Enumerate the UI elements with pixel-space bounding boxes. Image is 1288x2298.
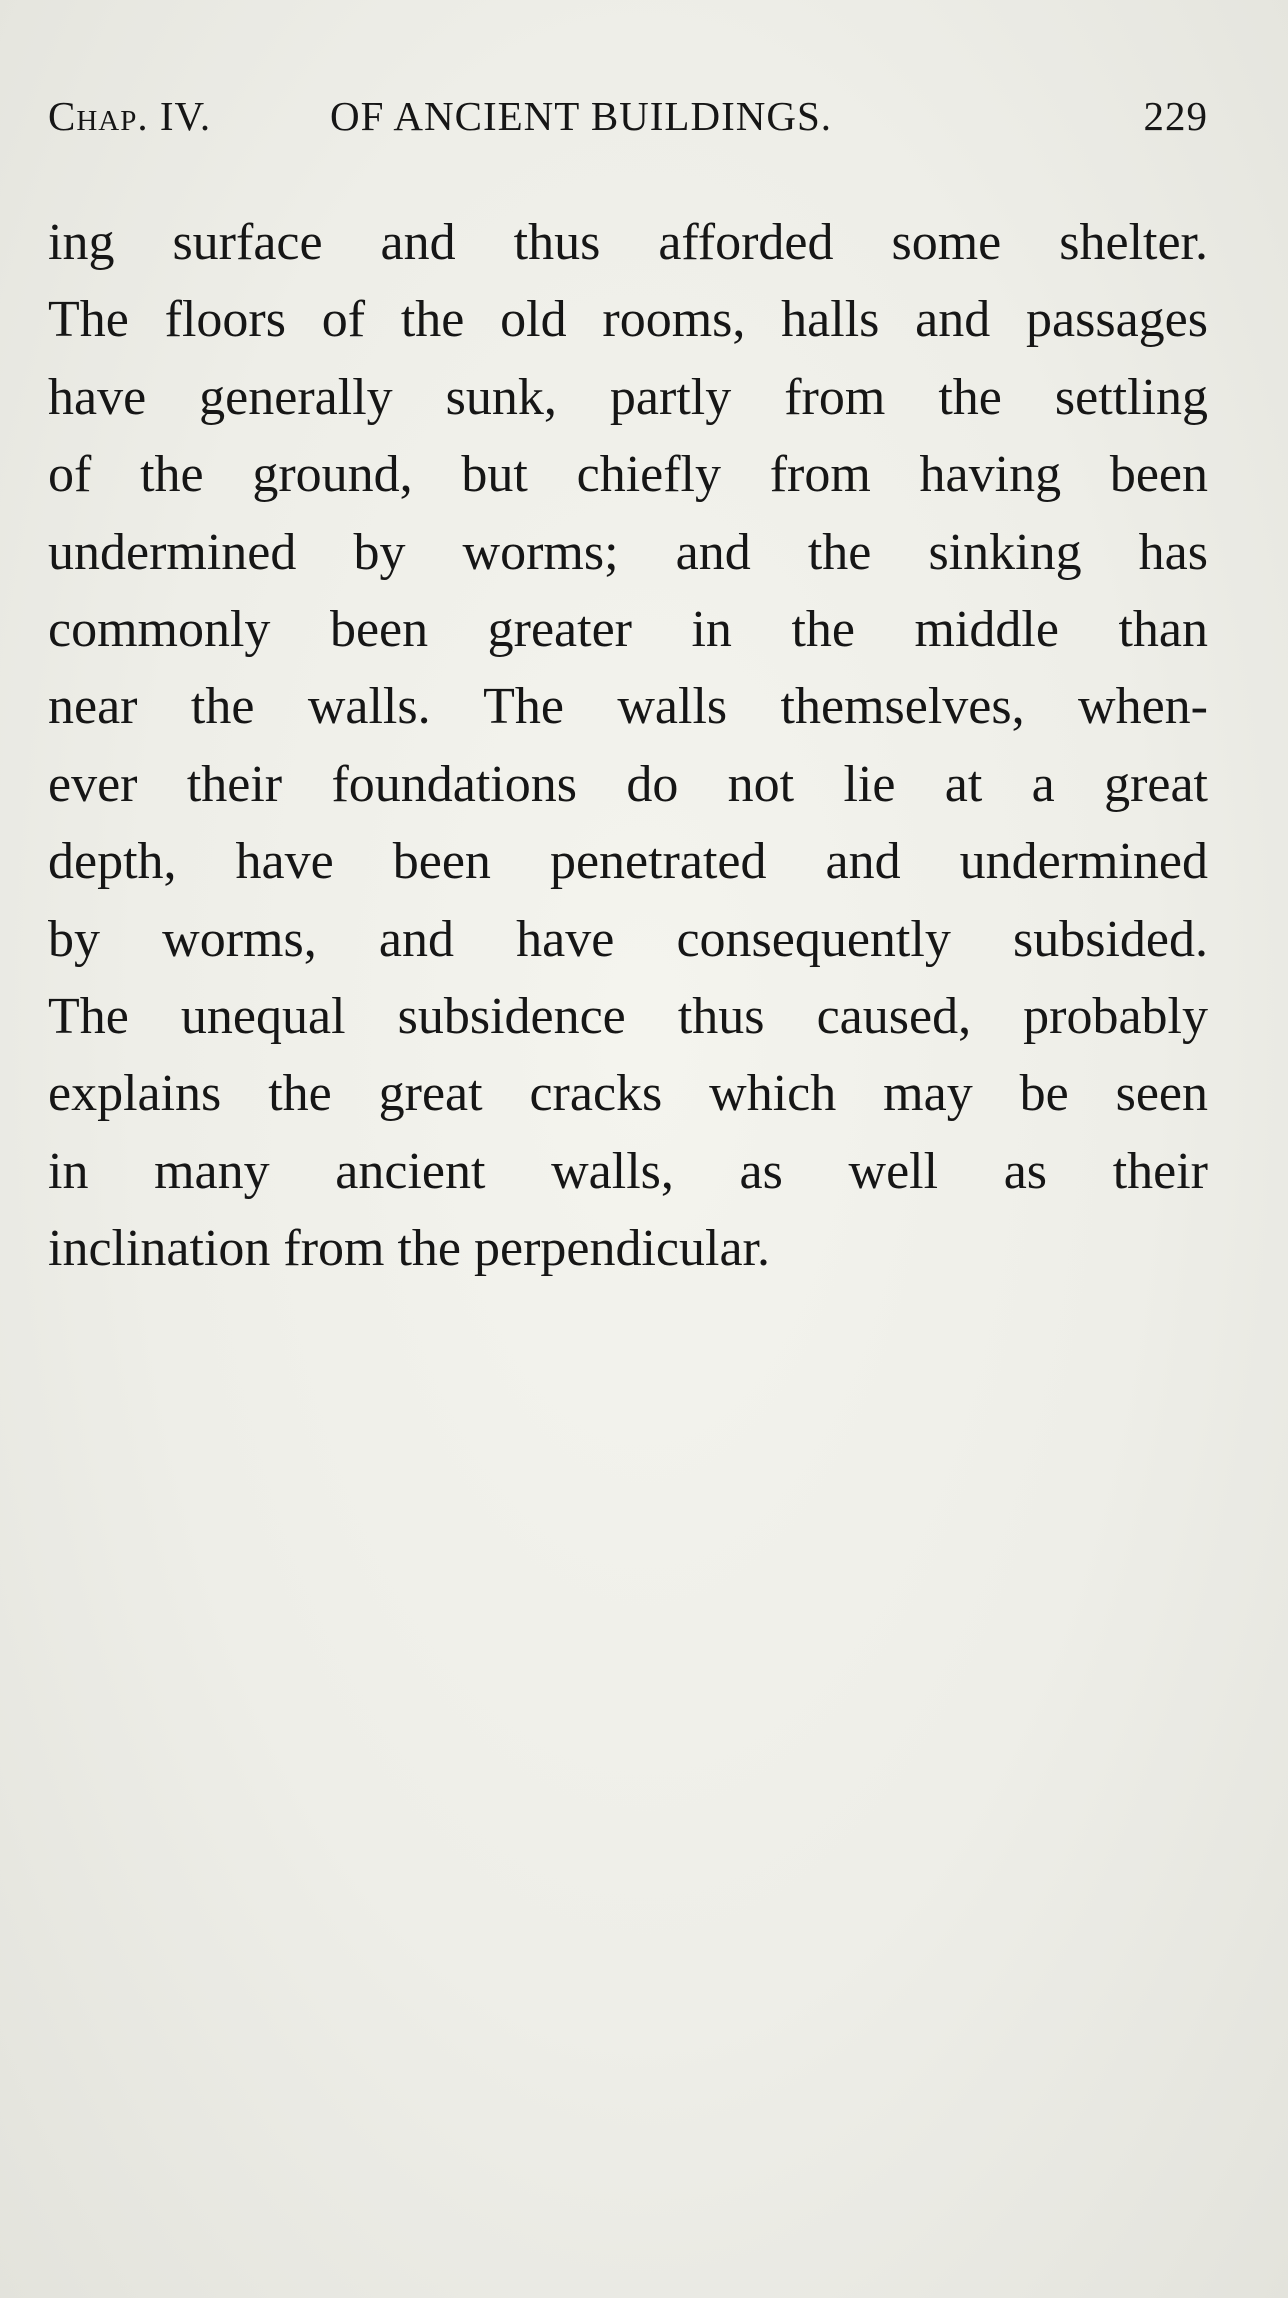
text-line: have generally sunk, partly from the settling (48, 368, 1208, 426)
text-line: of the ground, but chiefly from having been (48, 446, 1208, 504)
text-line: ever their foundations do not lie at a great (48, 755, 1208, 813)
body-paragraph (48, 204, 1208, 1287)
running-title: OF ANCIENT BUILDINGS. (330, 93, 833, 139)
text-line: The unequal subsidence thus caused, probably (48, 987, 1208, 1045)
text-line: depth, have been penetrated and undermined (48, 833, 1208, 891)
text-line: commonly been greater in the middle than (48, 600, 1208, 658)
text-line: inclination from the perpendicular. (48, 1220, 770, 1278)
text-line: in many ancient walls, as well as their (48, 1142, 1208, 1200)
text-line: undermined by worms; and the sinking has (48, 523, 1208, 581)
text-line: explains the great cracks which may be seen (48, 1065, 1208, 1123)
text-line: near the walls. The walls themselves, when- (48, 678, 1208, 736)
text-line: The floors of the old rooms, halls and passages (48, 291, 1208, 349)
text-line: ing surface and thus afforded some shelter. (48, 214, 1208, 271)
chapter-label: Chap. IV. (48, 93, 212, 139)
text-line: by worms, and have consequently subsided. (48, 910, 1208, 968)
running-header (48, 92, 1208, 152)
page-number: 229 (1143, 93, 1208, 139)
